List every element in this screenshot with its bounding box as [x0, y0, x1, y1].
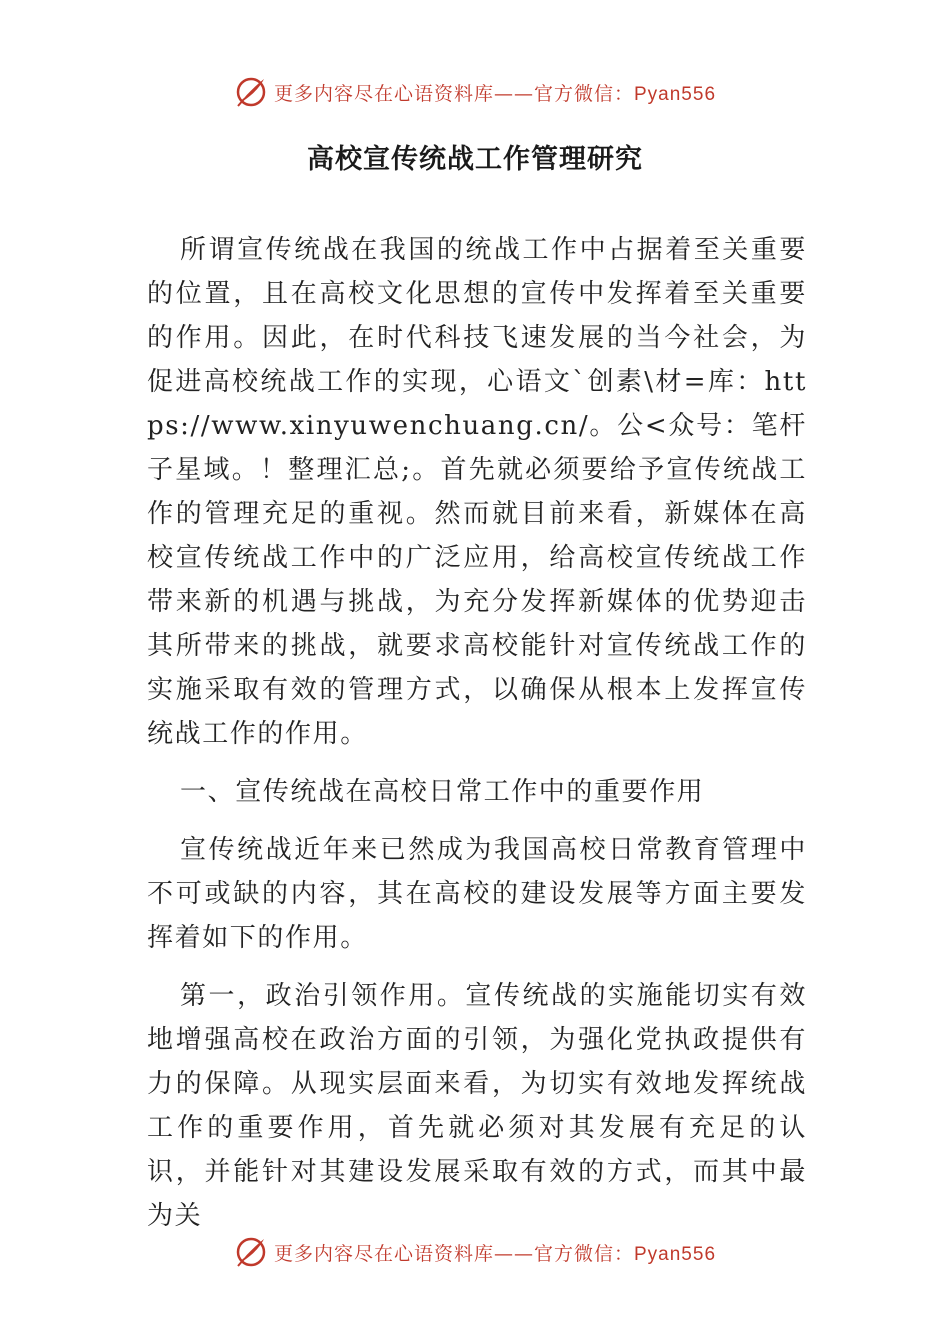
header-banner: [0, 72, 950, 112]
document-body: [147, 228, 807, 1252]
document-title: 高校宣传统战工作管理研究: [307, 144, 643, 175]
footer-site-text: 更多内容尽在心语资料库: [273, 1242, 494, 1265]
section-heading-1: 一、宣传统战在高校日常工作中的重要作用: [180, 777, 705, 807]
footer-wechat-label: 官方微信：: [533, 1242, 634, 1265]
footer-separator: ——: [493, 1242, 534, 1265]
footer-banner: [0, 1232, 950, 1272]
header-wechat-label: 官方微信：: [533, 82, 634, 105]
footer-banner-text: [274, 1239, 716, 1266]
header-site-text: 更多内容尽在心语资料库: [273, 82, 494, 105]
header-banner-text: [274, 79, 716, 106]
quill-pen-logo-icon: [234, 1235, 268, 1269]
footer-wechat-handle: Pyan556: [634, 1243, 717, 1265]
paragraph-political-role: 第一，政治引领作用。宣传统战的实施能切实有效地增强高校在政治方面的引领，为强化党执政提供有力的保障。从现实层面来看，为切实有效地发挥统战工作的重要作用，首先就必须对其发展有充足的认识，并能针对其建设发展采取有效的方式，而其中最为关: [147, 981, 807, 1231]
paragraph-intro: 所谓宣传统战在我国的统战工作中占据着至关重要的位置，且在高校文化思想的宣传中发挥着至关重要的作用。因此，在时代科技飞速发展的当今社会，为促进高校统战工作的实现，心语文`创素\材=库：https://www.xinyuwenchuang.cn/。公<众号：笔杆子星域。！整理汇总;。首先就必须要给予宣传统战工作的管理充足的重视。然而就目前来看，新媒体在高校宣传统战工作中的广泛应用，给高校宣传统战工作带来新的机遇与挑战，为充分发挥新媒体的优势迎击其所带来的挑战，就要求高校能针对宣传统战工作的实施采取有效的管理方式，以确保从根本上发挥宣传统战工作的作用。: [147, 235, 807, 749]
paragraph-section-1-intro: 宣传统战近年来已然成为我国高校日常教育管理中不可或缺的内容，其在高校的建设发展等方面主要发挥着如下的作用。: [147, 835, 807, 953]
header-separator: ——: [493, 82, 534, 105]
header-wechat-handle: Pyan556: [634, 83, 717, 105]
quill-pen-logo-icon: [234, 75, 268, 109]
